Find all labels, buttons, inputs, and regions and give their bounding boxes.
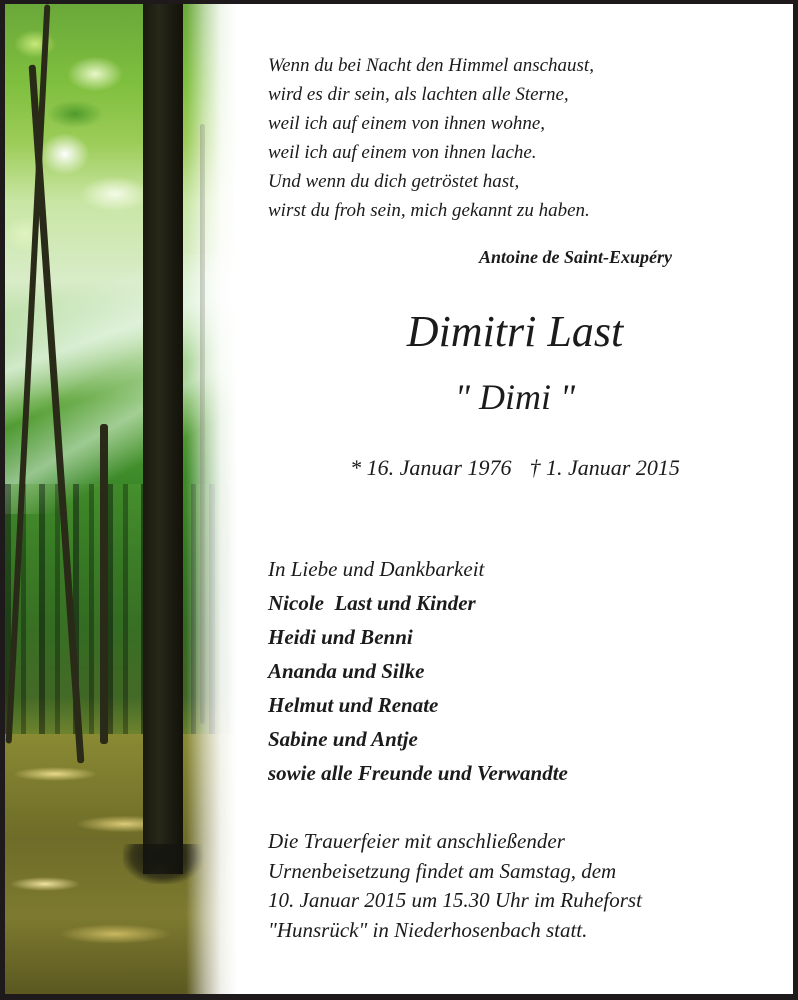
- poem-line: Und wenn du dich getröstet hast,: [268, 171, 520, 192]
- ceremony-line: Die Trauerfeier mit anschließender: [268, 829, 565, 853]
- mourner: Nicole Last und Kinder: [268, 591, 476, 615]
- poem-line: weil ich auf einem von ihnen wohne,: [268, 113, 546, 134]
- obituary-card: [5, 4, 793, 994]
- life-dates: [265, 455, 765, 481]
- poem-line: wird es dir sein, als lachten alle Sterne,: [268, 84, 569, 105]
- mourner: Sabine und Antje: [268, 727, 418, 751]
- mourners-intro: In Liebe und Dankbarkeit: [268, 557, 485, 581]
- ceremony-line: Urnenbeisetzung findet am Samstag, dem: [268, 858, 617, 883]
- mourner: sowie alle Freunde und Verwandte: [268, 761, 568, 785]
- poem-line: weil ich auf einem von ihnen lache.: [268, 142, 537, 163]
- mourner: Helmut und Renate: [268, 693, 439, 717]
- forest-photo: [5, 4, 237, 994]
- deceased-name: Dimitri Last: [406, 307, 624, 356]
- ceremony-line: 10. Januar 2015 um 15.30 Uhr im Ruheforst: [268, 888, 642, 912]
- mourners-list: [268, 552, 568, 790]
- mourner: Ananda und Silke: [268, 659, 425, 683]
- deceased-nickname: " Dimi ": [454, 377, 576, 417]
- poem-line: wirst du froh sein, mich gekannt zu haben.: [268, 200, 590, 221]
- ceremony-notice: [268, 827, 642, 945]
- mourner: Heidi und Benni: [268, 625, 413, 649]
- photo-fade-to-white: [5, 4, 237, 994]
- poem-author: Antoine de Saint-Exupéry: [478, 247, 672, 267]
- birth-date: * 16. Januar 1976: [350, 455, 512, 480]
- death-date: † 1. Januar 2015: [529, 455, 680, 480]
- poem-line: Wenn du bei Nacht den Himmel anschaust,: [268, 55, 594, 76]
- poem: [268, 51, 594, 225]
- ceremony-line: "Hunsrück" in Niederhosenbach statt.: [268, 917, 588, 942]
